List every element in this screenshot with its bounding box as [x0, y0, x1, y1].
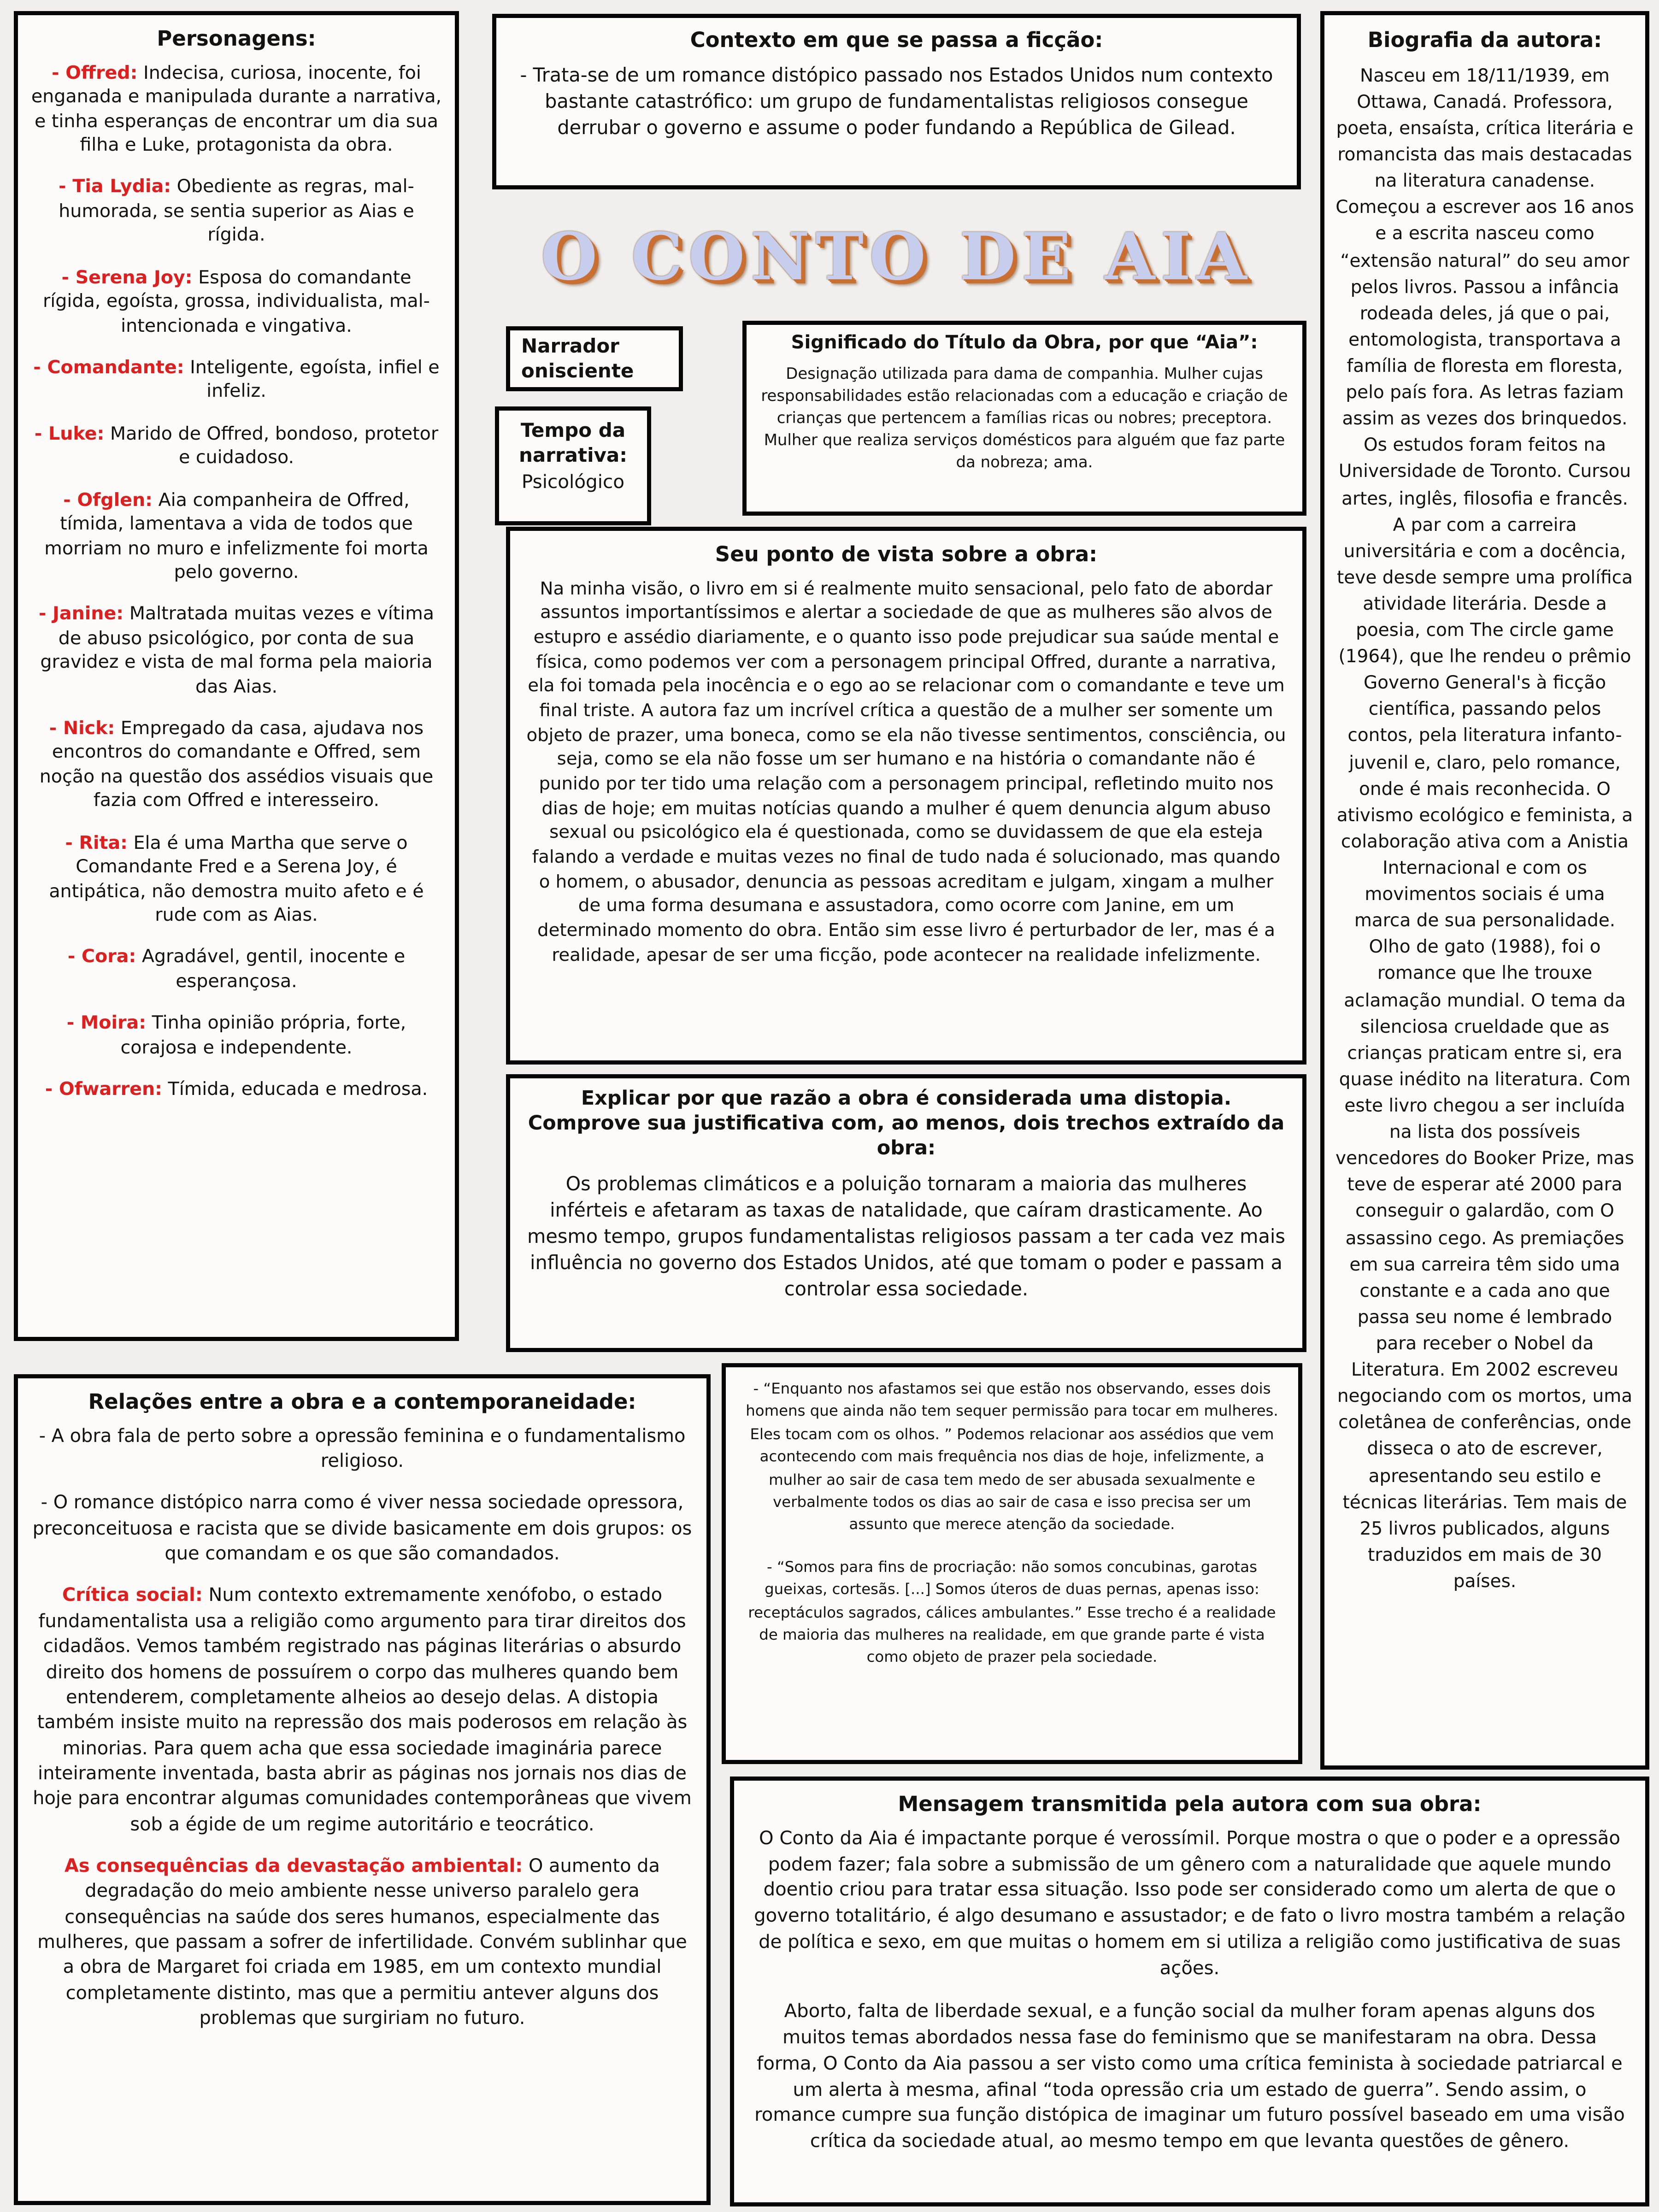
title-meaning-box: [742, 321, 1306, 516]
narrative-time-value: Psicológico: [521, 471, 625, 494]
character-item: [30, 62, 442, 158]
character-item: [30, 832, 442, 928]
character-name: - Nick:: [49, 719, 115, 740]
narrative-time-box: [495, 406, 651, 525]
character-item: [30, 489, 442, 585]
quotes-box: [722, 1363, 1302, 1764]
quote-1: - “Enquanto nos afastamos sei que estão nos observando, esses dois homens que ainda não tem sequer permissão para tocar em mulheres. Eles tocam com os olhos. ” Podemos relacionar aos assédios que vem acontecendo com mais frequência nos dias de hoje, infelizmente, a mulher ao sair de casa tem medo de ser abusada sexualmente e verbalmente todos os dias ao sair de casa e isso precisa ser um assunto que merece atenção da sociedade.: [746, 1380, 1278, 1534]
point-of-view-body: Na minha visão, o livro em si é realmente muito sensacional, pelo fato de abordar assuntos importantíssimos e alertar a sociedade de que as mulheres são alvos de estupro e assédio diariamente, e o quanto isso pode prejudicar sua saúde mental e física, como podemos ver com a personagem principal Offred, durante a narrativa, ela foi tomada pela inocência e o ego ao se relacionar com o comandante e teve um final triste. A autora faz um incrível crítica a questão de a mulher ser somente um objeto de prazer, uma boneca, como se ela não tivesse sentimentos, consciência, ou seja, como se ela não fosse um ser humano e na história o comandante não é punido por ter tido uma relação com a personagem principal, refletindo muito nos dias de hoje; em muitas notícias quando a mulher é quem denuncia algum abuso sexual ou psicológico ela é questionada, como se duvidassem de que ela esteja falando a verdade e muitas vezes no final de tudo nada é solucionado, mas quando o homem, o abusador, denuncia as pessoas acreditam e julgam, xingam a mulher de uma forma desumana e assustadora, como ocorre com Janine, em um determinado momento do obra. Então sim esse livro é perturbador de ler, mas é a realidade, apesar de ser uma ficção, pode acontecer na realidade infelizmente.: [526, 579, 1286, 966]
contemporaneity-box: [14, 1374, 711, 2205]
character-desc: Indecisa, curiosa, inocente, foi enganada e manipulada durante a narrativa, e tinha esperanças de encontrar um dia sua filha e Luke, protagonista da obra.: [31, 63, 442, 157]
author-message-p2: Aborto, falta de liberdade sexual, e a função social da mulher foram apenas alguns dos muitos temas abordados nessa fase do feminismo que se manifestaram na obra. Dessa forma, O Conto da Aia passou a ser visto como uma crítica feminista à sociedade patriarcal e um alerta à mesma, afinal “toda opressão cria um estado de guerra”. Sendo assim, o romance cumpre sua função distópica de imaginar um futuro possível baseado em uma visão crítica da sociedade atual, ao mesmo tempo em que levanta questões de gênero.: [754, 2002, 1625, 2153]
character-name: - Offred:: [52, 63, 138, 84]
author-biography-box: [1320, 11, 1649, 1770]
character-item: [30, 603, 442, 700]
contemporaneity-p2: - O romance distópico narra como é viver nessa sociedade opressora, preconceituosa e racista que se divide basicamente em dois grupos: os que comandam e os que são comandados.: [32, 1494, 692, 1565]
character-item: [30, 423, 442, 471]
title-meaning-heading: Significado do Título da Obra, por que “Aia”:: [791, 333, 1258, 354]
character-name: - Ofwarren:: [45, 1080, 162, 1101]
character-desc: Obediente as regras, mal-humorada, se sentia superior as Aias e rígida.: [59, 177, 414, 247]
quote-2: - “Somos para fins de procriação: não somos concubinas, garotas gueixas, cortesãs. [...] Somos úteros de duas pernas, apenas isso: receptáculos sagrados, cálices ambulantes.” Esse trecho é a realidade de maioria das mulheres na realidade, em que grande parte é vista como objeto de prazer pela sociedade.: [748, 1558, 1276, 1667]
character-desc: Tinha opinião própria, forte, corajosa e independente.: [120, 1013, 406, 1059]
author-biography-heading: Biografia da autora:: [1367, 28, 1602, 53]
characters-heading: Personagens:: [157, 26, 316, 51]
character-name: - Rita:: [65, 833, 128, 854]
character-item: [30, 1078, 442, 1102]
social-critique-label: Crítica social:: [62, 1586, 203, 1607]
character-desc: Aia companheira de Offred, tímida, lamentava a vida de todos que morriam no muro e infelizmente foi morta pelo governo.: [44, 490, 429, 583]
character-desc: Tímida, educada e medrosa.: [162, 1080, 428, 1101]
context-box: [492, 14, 1301, 189]
contemporaneity-heading: Relações entre a obra e a contemporaneidade:: [88, 1389, 636, 1414]
character-name: - Moira:: [66, 1013, 147, 1035]
title-meaning-body: Designação utilizada para dama de companhia. Mulher cujas responsabilidades estão relacionadas com a educação e criação de crianças que pertencem a famílias ricas ou nobres; preceptora. Mulher que realiza serviços domésticos para alguém que faz parte da nobreza; ama.: [761, 365, 1288, 471]
social-critique-body: Num contexto extremamente xenófobo, o estado fundamentalista usa a religião como argumento para tirar direitos dos cidadãos. Vemos também registrado nas páginas literárias o absurdo direito dos homens de possuírem o corpo das mulheres quando bem entenderem, completamente alheios ao desejo delas. A distopia também insiste muito na repressão dos mais poderosos em relação às minorias. Para quem acha que essa sociedade imaginária parece inteiramente inventada, basta abrir as páginas nos jornais nos dias de hoje para encontrar algumas comunidades contemporâneas que vivem sob a égide de um regime autoritário e teocrático.: [33, 1586, 692, 1835]
narrative-time-heading: Tempo da narrativa:: [518, 420, 628, 467]
character-item: [30, 718, 442, 814]
author-message-p1: O Conto da Aia é impactante porque é verossímil. Porque mostra o que o poder e a opressão podem fazer; fala sobre a submissão de um gênero com a naturalidade que aquele mundo doentio criou para tratar essa situação. Isso pode ser considerado como um alerta de que o governo totalitário, é algo desumano e assustador; e de fato o livro mostra também a relação de política e sexo, em que muitas o homem em si utiliza a religião como justificativa de suas ações.: [754, 1829, 1625, 1979]
character-desc: Empregado da casa, ajudava nos encontros do comandante e Offred, sem noção na questão dos assédios visuais que fazia com Offred e interesseiro.: [39, 719, 434, 812]
character-name: - Janine:: [38, 605, 124, 626]
dystopia-box: [506, 1074, 1306, 1352]
character-name: - Serena Joy:: [61, 268, 193, 289]
character-desc: Agradável, gentil, inocente e esperançosa.: [136, 947, 406, 993]
characters-box: [14, 11, 459, 1341]
dystopia-body: Os problemas climáticos e a poluição tornaram a maioria das mulheres inférteis e afetaram as taxas de natalidade, que caíram drasticamente. Ao mesmo tempo, grupos fundamentalistas religiosos passam a ter cada vez mais influência no governo dos Estados Unidos, até que tomam o poder e passam a controlar essa sociedade.: [527, 1173, 1285, 1301]
environmental-consequences-body: O aumento da degradação do meio ambiente nesse universo paralelo gera consequências na saúde dos seres humanos, especialmente das mulheres, que passam a sofrer de infertilidade. Convém sublinhar que a obra de Margaret foi criada em 1985, em um contexto mundial completamente distinto, mas que a permitiu antever alguns dos problemas que surgiriam no futuro.: [37, 1856, 687, 2030]
author-message-box: [730, 1777, 1649, 2206]
dystopia-heading: Explicar por que razão a obra é considerada uma distopia. Comprove sua justificativa com, ao menos, dois trechos extraído da obra:: [528, 1088, 1285, 1160]
character-desc: Inteligente, egoísta, infiel e infeliz.: [184, 358, 440, 403]
narrator-label: Narrador onisciente: [521, 336, 634, 383]
character-item: [30, 1012, 442, 1061]
point-of-view-heading: Seu ponto de vista sobre a obra:: [715, 542, 1098, 567]
character-name: - Tia Lydia:: [59, 177, 171, 199]
environmental-consequences-paragraph: [32, 1855, 693, 2033]
character-desc: Maltratada muitas vezes e vítima de abuso psicológico, por conta de sua gravidez e vista de mal forma pela maioria das Aias.: [40, 605, 434, 698]
title-area: [492, 202, 1301, 312]
context-body: - Trata-se de um romance distópico passado nos Estados Unidos num contexto bastante catastrófico: um grupo de fundamentalistas religiosos consegue derrubar o governo e assume o poder fundando a República de Gilead.: [520, 65, 1273, 141]
character-name: - Cora:: [67, 947, 136, 969]
character-name: - Ofglen:: [63, 490, 153, 511]
author-message-heading: Mensagem transmitida pela autora com sua obra:: [898, 1792, 1482, 1817]
point-of-view-box: [506, 527, 1306, 1065]
character-item: [30, 266, 442, 339]
context-heading: Contexto em que se passa a ficção:: [690, 28, 1103, 53]
character-name: - Luke:: [34, 424, 105, 445]
social-critique-paragraph: [32, 1585, 693, 1838]
page-title: O CONTO DE AIA: [541, 219, 1253, 295]
environmental-consequences-label: As consequências da devastação ambiental:: [64, 1856, 523, 1877]
author-biography-body: Nasceu em 18/11/1939, em Ottawa, Canadá. Professora, poeta, ensaísta, crítica literária e romancista das mais destacadas na literatura canadense. Começou a escrever aos 16 anos e a escrita nasceu como “extensão natural” do seu amor pelos livros. Passou a infância rodeada deles, já que o pai, entomologista, transportava a família de floresta em floresta, pelo país fora. As letras faziam assim as vezes dos brinquedos. Os estudos foram feitos na Universidade de Toronto. Cursou artes, inglês, filosofia e francês. A par com a carreira universitária e com a docência, teve desde sempre uma prolífica atividade literária. Desde a poesia, com The circle game (1964), que lhe rendeu o prêmio Governo General's à ficção científica, passando pelos contos, pela literatura infanto-juvenil e, claro, pelo romance, onde é mais reconhecida. O ativismo ecológico e feminista, a colaboração ativa com a Anistia Internacional e com os movimentos sociais é uma marca de sua personalidade. Olho de gato (1988), foi o romance que lhe trouxe aclamação mundial. O tema da silenciosa crueldade que as crianças praticam entre si, era quase inédito na literatura. Com este livro chegou a ser incluída na lista dos possíveis vencedores do Booker Prize, mas teve de esperar até 2000 para conseguir o galardão, com O assassino cego. As premiações em sua carreira têm sido uma constante e a cada ano que passa seu nome é lembrado para receber o Nobel da Literatura. Em 2002 escreveu negociando com os mortos, uma coletânea de conferências, onde disseca o ato de escrever, apresentando seu estilo e técnicas literárias. Tem mais de 25 livros publicados, alguns traduzidos em mais de 30 países.: [1335, 66, 1635, 1593]
character-desc: Esposa do comandante rígida, egoísta, grossa, individualista, mal-intencionada e vingativa.: [43, 268, 430, 337]
character-item: [30, 946, 442, 994]
contemporaneity-p1: - A obra fala de perto sobre a opressão feminina e o fundamentalismo religioso.: [39, 1426, 686, 1473]
character-item: [30, 176, 442, 248]
character-name: - Comandante:: [33, 358, 184, 379]
character-desc: Ela é uma Martha que serve o Comandante Fred e a Serena Joy, é antipática, não demostra muito afeto e é rude com as Aias.: [49, 833, 424, 926]
character-desc: Marido de Offred, bondoso, protetor e cuidadoso.: [104, 424, 439, 469]
narrator-box: [506, 326, 683, 391]
character-item: [30, 357, 442, 405]
